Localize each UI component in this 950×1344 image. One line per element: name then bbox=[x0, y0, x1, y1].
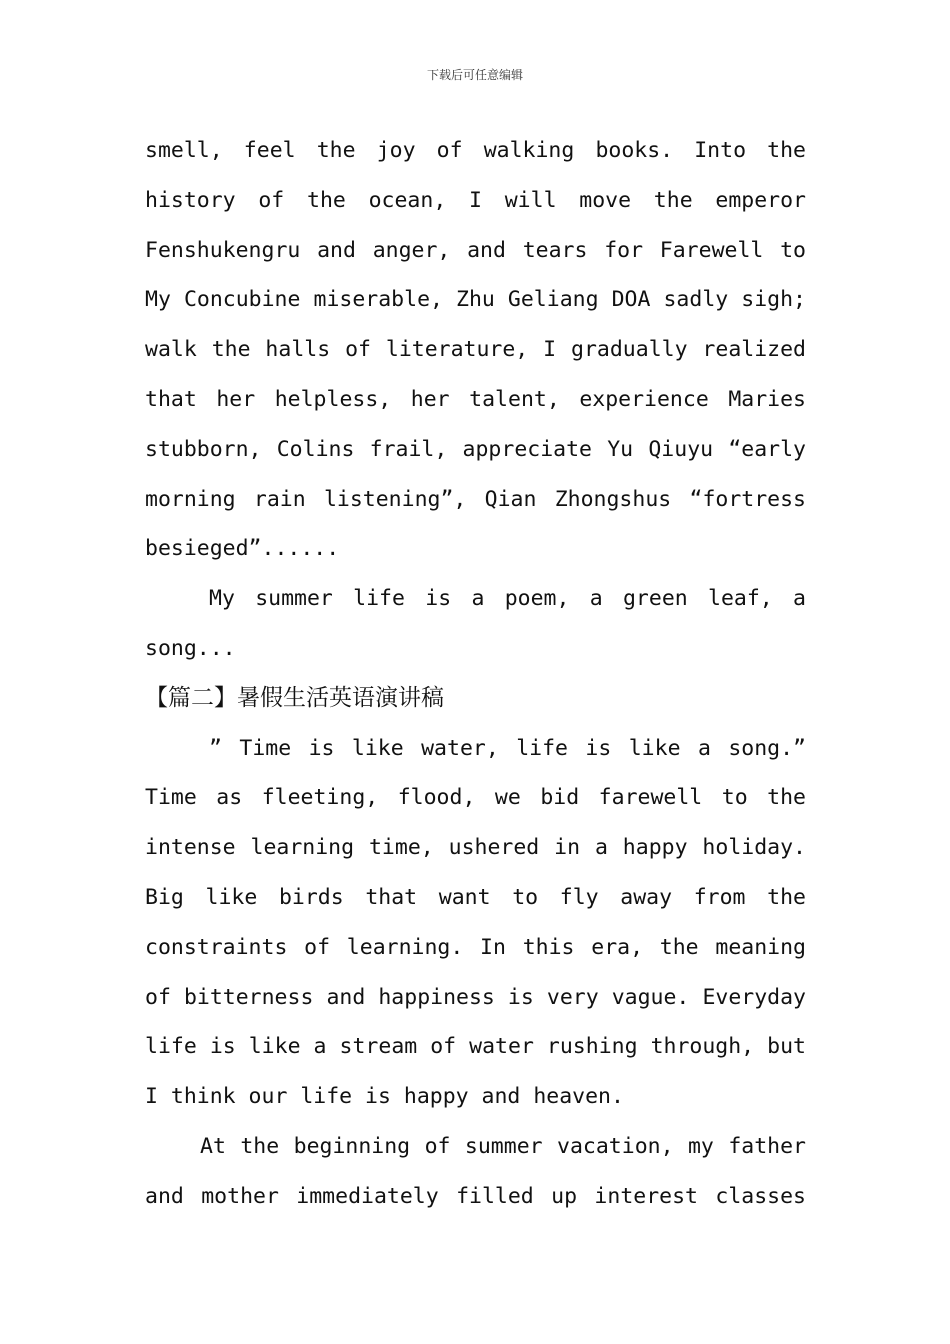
document-body bbox=[145, 126, 806, 1222]
paragraph-line: I think our life is happy and heaven. bbox=[145, 1084, 624, 1110]
paragraph-line: and mother immediately filled up interest classes bbox=[145, 1183, 806, 1209]
paragraph-line: Time as fleeting, flood, we bid farewell to the bbox=[145, 785, 806, 811]
paragraph-line: life is like a stream of water rushing through, but bbox=[145, 1034, 806, 1060]
paragraph-line: constraints of learning. In this era, the meaning bbox=[145, 934, 806, 960]
page-header: 下载后可任意编辑 bbox=[426, 68, 523, 82]
paragraph-line: besieged”...... bbox=[145, 536, 340, 562]
paragraph-line: song... bbox=[145, 635, 236, 661]
paragraph-line: At the beginning of summer vacation, my father bbox=[200, 1133, 806, 1159]
paragraph-line: My summer life is a poem, a green leaf, a bbox=[209, 586, 806, 612]
paragraph-line: stubborn, Colins frail, appreciate Yu Qiuyu “early bbox=[145, 436, 806, 462]
paragraph-line: walk the halls of literature, I gradually realized bbox=[145, 337, 806, 363]
section-heading: 【篇二】暑假生活英语演讲稿 bbox=[145, 684, 444, 711]
paragraph-line: that her helpless, her talent, experience Maries bbox=[145, 386, 806, 412]
paragraph-line: morning rain listening”, Qian Zhongshus “fortress bbox=[145, 486, 806, 512]
paragraph-line: Big like birds that want to fly away from the bbox=[145, 884, 806, 910]
paragraph-line: My Concubine miserable, Zhu Geliang DOA sadly sigh; bbox=[145, 287, 806, 313]
paragraph-line: smell, feel the joy of walking books. Into the bbox=[145, 138, 806, 163]
paragraph-line: history of the ocean, I will move the emperor bbox=[145, 187, 806, 213]
paragraph-line: ” Time is like water, life is like a song.” bbox=[209, 735, 806, 761]
paragraph-line: of bitterness and happiness is very vague. Everyday bbox=[145, 984, 806, 1010]
paragraph-line: intense learning time, ushered in a happy holiday. bbox=[145, 835, 806, 861]
paragraph-line: Fenshukengru and anger, and tears for Farewell to bbox=[145, 237, 806, 263]
